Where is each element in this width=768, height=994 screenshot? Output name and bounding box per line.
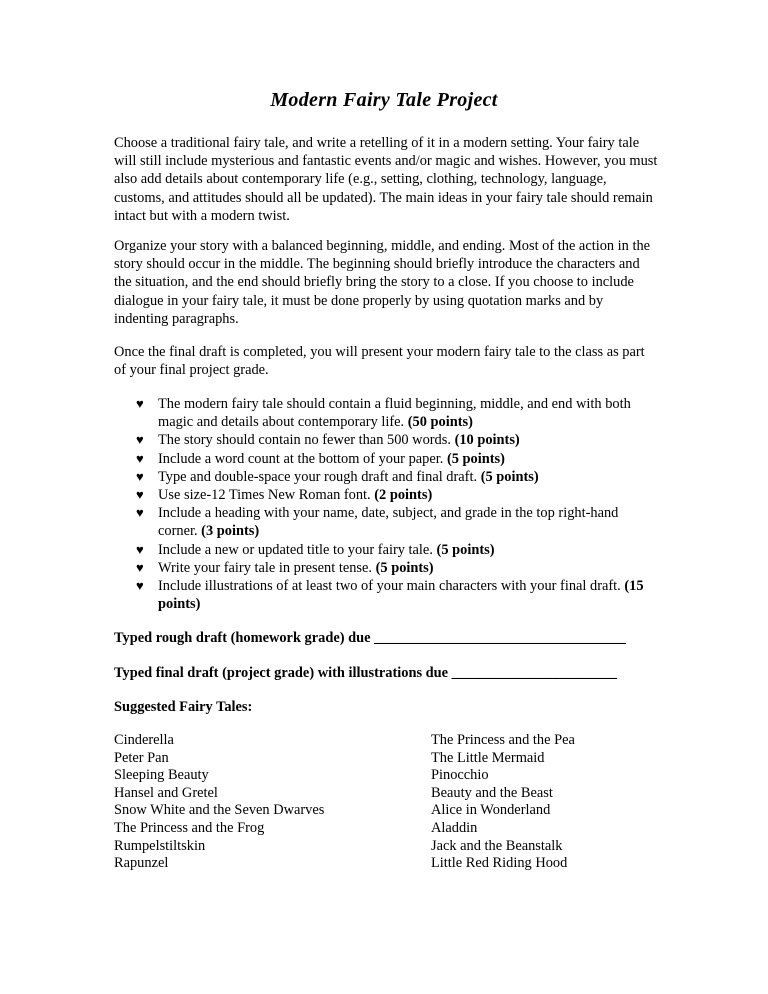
heart-bullet-icon: ♥	[136, 505, 144, 521]
fairy-tale-item: Alice in Wonderland	[431, 802, 551, 819]
heart-bullet-icon: ♥	[136, 559, 144, 575]
requirement-text: Use size-12 Times New Roman font.	[158, 487, 371, 504]
fairy-tale-item: Pinocchio	[431, 767, 489, 784]
requirement-item	[114, 395, 659, 431]
fairy-tale-item: Sleeping Beauty	[114, 767, 209, 784]
organization-paragraph: Organize your story with a balanced beginning, middle, and ending. Most of the action in the story should occur in the middle. The beginning should briefly introduce the characters and the situation, and the end should briefly bring the story to a close. If you choose to include dialogue in your fairy tale, it must be done properly by using quotation marks and by indenting paragraphs.	[114, 238, 651, 327]
heart-bullet-icon: ♥	[136, 468, 144, 484]
intro-paragraph: Choose a traditional fairy tale, and write a retelling of it in a modern setting. Your fairy tale will still include mysterious and fantastic events and/or magic and wishes. However, you must also add details about contemporary life (e.g., setting, clothing, technology, language, customs, and attitudes should all be updated). The main ideas in your fairy tale should remain intact but with a modern twist.	[114, 135, 658, 224]
heart-bullet-icon: ♥	[136, 432, 144, 448]
fairy-tale-item: Aladdin	[431, 819, 478, 836]
fairy-tale-item: Cinderella	[114, 732, 174, 748]
requirement-text: The story should contain no fewer than 500 words.	[158, 432, 451, 449]
requirement-item	[114, 541, 659, 559]
requirement-item	[114, 450, 659, 468]
requirement-points: (15 points)	[158, 578, 644, 613]
fairy-tale-item: Rapunzel	[114, 855, 169, 872]
fairy-tale-item: Little Red Riding Hood	[431, 855, 568, 872]
tales-list-left	[114, 732, 324, 873]
requirement-item	[114, 559, 659, 577]
requirement-points: (5 points)	[446, 450, 505, 467]
requirement-points: (10 points)	[454, 432, 520, 449]
requirement-text: The modern fairy tale should contain a fluid beginning, middle, and end with both magic and details about contemporary life.	[158, 396, 631, 431]
fairy-tale-item: Jack and the Beanstalk	[431, 837, 563, 854]
heart-bullet-icon: ♥	[136, 450, 144, 466]
requirement-points: (5 points)	[375, 559, 434, 576]
fairy-tale-item: Hansel and Gretel	[114, 784, 218, 801]
requirements-list	[114, 395, 659, 613]
requirement-text: Include illustrations of at least two of your main characters with your final draft.	[158, 578, 621, 595]
heart-bullet-icon: ♥	[136, 487, 144, 503]
requirement-points: (50 points)	[407, 414, 473, 431]
requirement-item	[114, 486, 659, 504]
requirement-points: (2 points)	[374, 487, 433, 504]
page-title: Modern Fairy Tale Project	[270, 89, 498, 111]
fairy-tale-item: Rumpelstiltskin	[114, 837, 206, 854]
requirement-item	[114, 468, 659, 486]
requirement-text: Type and double-space your rough draft and final draft.	[158, 468, 478, 485]
requirement-item	[114, 577, 659, 613]
suggested-tales-heading: Suggested Fairy Tales:	[114, 699, 253, 715]
fairy-tale-item: Beauty and the Beast	[431, 784, 553, 801]
heart-bullet-icon: ♥	[136, 578, 144, 594]
final-draft-due-line: Typed final draft (project grade) with illustrations due _______________________	[114, 665, 618, 681]
requirement-item	[114, 504, 659, 540]
heart-bullet-icon: ♥	[136, 541, 144, 557]
presentation-paragraph: Once the final draft is completed, you will present your modern fairy tale to the class as part of your final project grade.	[114, 344, 645, 379]
rough-draft-due-line: Typed rough draft (homework grade) due ___________________________________	[114, 630, 626, 646]
requirement-text: Include a heading with your name, date, subject, and grade in the top right-hand corner.	[158, 505, 619, 540]
fairy-tale-item: The Princess and the Pea	[431, 732, 575, 748]
heart-bullet-icon: ♥	[136, 396, 144, 411]
tales-list-right	[431, 732, 575, 873]
requirement-text: Write your fairy tale in present tense.	[158, 559, 372, 576]
requirement-points: (3 points)	[201, 523, 260, 540]
requirement-item	[114, 431, 659, 449]
fairy-tale-item: Snow White and the Seven Dwarves	[114, 802, 325, 819]
requirement-text: Include a new or updated title to your fairy tale.	[158, 541, 433, 558]
requirement-points: (5 points)	[436, 541, 495, 558]
fairy-tale-item: Peter Pan	[114, 749, 169, 766]
requirement-points: (5 points)	[480, 468, 539, 485]
fairy-tale-item: The Little Mermaid	[431, 749, 545, 766]
requirement-text: Include a word count at the bottom of your paper.	[158, 450, 444, 467]
fairy-tale-item: The Princess and the Frog	[114, 819, 265, 836]
